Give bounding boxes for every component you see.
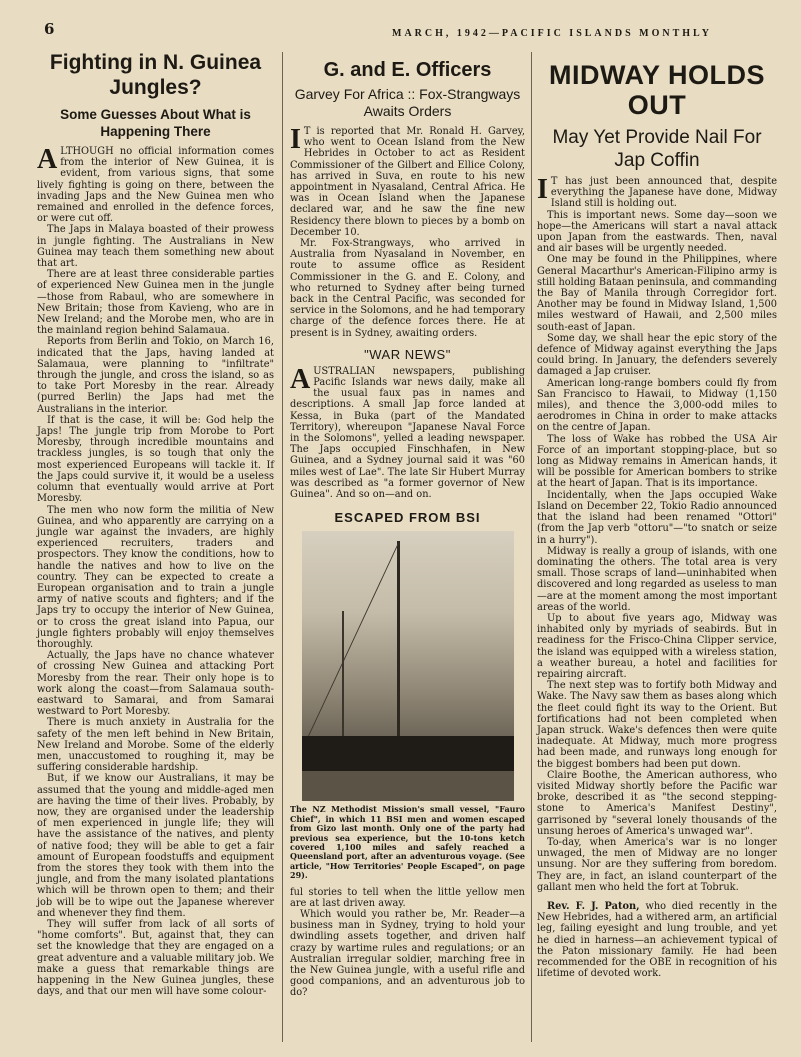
article-paragraph: Reports from Berlin and Tokio, on March 16, indicated that the Japs, having landed at Salamaua, were planning to "infiltrate" through the jungle, and cross the island, so as to take Port Moresby in the rear. Already (purred Berlin) the Japs had met the Australians in the interior. [37,336,274,415]
article-title: Fighting in N. Guinea Jungles? [49,51,262,99]
column-middle [290,50,525,999]
drop-cap: A [37,144,58,175]
article-paragraph: They will suffer from lack of all sorts of "home comforts". But, against that, they can set the knowledge that they are engaged on a great adventure and a valuable military job. We make a guess that remarkable things are happening in the New Guinea jungles, these days, and that our men will have some colour- [37,919,275,998]
column-rule [531,52,532,1042]
article-paragraph: The Japs in Malaya boasted of their prowess in jungle fighting. The Australians in New Guinea may teach them something new about that art. [37,224,274,270]
drop-cap: A [290,363,311,395]
article-paragraph: American long-range bombers could fly from San Francisco to Hawaii, to Midway (1,150 miles), and thence the 3,000-odd miles to aerodromes in China in order to make attacks on the centre of Japan. [537,377,777,434]
drop-cap: I [537,174,548,205]
article-paragraph: There are at least three considerable parties of experienced New Guinea men in the jungle—those from Rabaul, who are somewhere in New Britain; those from Kavieng, who are in New Ireland; and the Morobe men, who are in the mainland region behind Salamaua. [37,269,274,337]
article-paragraph: Incidentally, when the Japs occupied Wake Island on December 22, Tokio Radio announced that the island had been renamed "Ottori" (from the Jap verb "ottoru"—"to snatch or seize in a hurry"). [537,489,777,546]
paragraph-lead: Rev. F. J. Paton, [547,901,640,912]
running-head: MARCH, 1942—PACIFIC ISLANDS MONTHLY [392,28,713,39]
article-paragraph: AUSTRALIAN newspapers, publishing Pacific Islands war news daily, make all the usual faux pas in names and descriptions. A small Jap force landed at Kessa, in Buka (part of the Mandated Territory), whereupon "Japanese Naval Force in the Solomons", yelled a leading newspaper. The Japs occupied Finschhafen, in New Guinea, and a Sydney journal said it was "60 miles west of Lae". The late Sir Hubert Murray was described as "a former governor of New Guinea". And so on—and on. [290,363,525,501]
article-paragraph: Midway is really a group of islands, with one dominating the others. The total area is very small. Those scraps of land—uninhabited when discovered and long regarded as useless to man—are at the moment among the most important areas of the world. [537,545,777,613]
article-paragraph: Up to about five years ago, Midway was inhabited only by myriads of seabirds. But in readiness for the Frisco-China Clipper service, the island was equipped with a wireless station, a weather bureau, a hotel and facilities for repairing aircraft. [537,612,777,680]
article-paragraph: Mr. Fox-Strangways, who arrived in Australia from Nyasaland in November, en route to assume office as Resident Commissioner in the G. and E. Colony, and who returned to Sydney after being turned back in the Central Pacific, was seconded for service in the Solomons, and he had temporary charge of the defence forces there. He at present is in Sydney, awaiting orders. [290,238,525,339]
article-paragraph: The men who now form the militia of New Guinea, and who apparently are carrying on a jungle war against the invaders, are highly experienced recruiters, traders and prospectors. They know the conditions, how to handle the natives and how to live on the country. They can be expected to create a European organisation and to train a jungle army of native scouts and fighters; and if the Japs try to occupy the interior of New Guinea, or to cross the great island into Papua, our jungle fighters probably will enjoy themselves thoroughly. [37,504,274,650]
section-heading: "WAR NEWS" [364,346,451,362]
column-right [537,50,777,979]
column-rule [282,52,283,1042]
article-paragraph: One may be found in the Philippines, where General Macarthur's American-Filipino army is still holding Bataan peninsula, and commanding the Bay of Manila through Corregidor fort. Another may be found in Midway Island, 1,500 miles westward of Hawaii, and 2,500 miles south-east of Japan. [537,254,777,333]
article-paragraph: Rev. F. J. Paton, who died recently in the New Hebrides, had a withered arm, an artificial leg, failing eyesight and lung trouble, and yet he died in harness—an achievement typical of the Paton missionary family. He had been recommended for the OBE in recognition of his lifetime of devoted work. [537,901,777,980]
article-paragraph: ful stories to tell when the little yellow men are at last driven away. [290,886,525,909]
photo-caption: The NZ Methodist Mission's small vessel, "Fauro Chief", in which 11 BSI men and women escaped from Gizo last month. Only one of the party had previous sea experience, but the 10-tons ketch covered 1,100 miles and safely reached a Queensland port, after an adventurous voyage. (See article, "How Territories' People Escaped", on page 29). [290,804,525,881]
article-paragraph: I T has just been announced that, despite everything the Japanese have done, Midway Island still is holding out. [537,174,777,210]
article-paragraph: The next step was to fortify both Midway and Wake. The Navy saw them as bases along which the fleet could fight its way to the Orient. But fortifications had not been completed when Japan struck. Wake's defences then were quite inadequate. At Midway, much more progress had been made, and runways long enough for the biggest bombers had been put down. [537,680,777,770]
article-subtitle: Garvey For Africa :: Fox-Strangways Awaits Orders [294,86,521,119]
article-paragraph: This is important news. Some day—soon we hope—the Americans will start a naval attack upon Japan from the eastwards. Then, naval and air bases will be urgently needed. [537,209,777,255]
article-paragraph: But, if we know our Australians, it may be assumed that the young and middle-aged men are having the time of their lives. Probably, by now, they are organised under the leadership of men experienced in jungle life; they will have the assistance of the natives, and plenty of native food; they will be able to get a fair amount of European foodstuffs and equipment from the stores they took with them into the jungle, and from the many isolated plantations which will be thrown open to them; and their job will be to wipe out the Japanese wherever and whenever they find them. [37,773,274,919]
article-title: G. and E. Officers [323,59,492,81]
article-paragraph: To-day, when America's war is no longer unwaged, the men of Midway are no longer unsung. Nor are they suffering from boredom. They are, in fact, an island counterpart of the gallant men who held the fort at Tobruk. [537,836,777,893]
ship-photo [302,531,514,801]
article-subtitle: May Yet Provide Nail For Jap Coffin [552,127,762,171]
article-paragraph: The loss of Wake has robbed the USA Air Force of an important stopping-place, but so long as Midway remains in American hands, it will be possible for American bombers to strike at the heart of Japan. That is its importance. [537,433,777,490]
article-paragraph: I T is reported that Mr. Ronald H. Garvey, who went to Ocean Island from the New Hebrides in October to act as Resident Commissioner of the Gilbert and Ellice Colony, has arrived in Suva, en route to his new appointment in Nyasaland, Central Africa. He was in Ocean Island when the Japanese declared war, and he saw the fine new Residency there blown to pieces by a bomb on December 10. [290,124,525,238]
article-paragraph: Actually, the Japs have no chance whatever of crossing New Guinea and attacking Port Moresby from the rear. Their only hope is to work along the coast—from Salamaua south-eastward to Samarai, and from Samarai westward to Port Moresby. [37,650,274,718]
article-title: MIDWAY HOLDS OUT [548,60,766,120]
article-paragraph: Which would you rather be, Mr. Reader—a business man in Sydney, trying to hold your dwindling assets together, and driven half crazy by wartime rules and regulations; or an Australian irregular soldier, marching free in the New Guinea jungle, with a useful rifle and good companions, and an adventurous job to do? [290,908,525,999]
page-number: 6 [44,20,55,38]
article-paragraph: There is much anxiety in Australia for the safety of the men left behind in New Britain, New Ireland and Morobe. Some of the elderly men, unaccustomed to roughing it, may be suffering considerable hardship. [37,717,274,774]
article-paragraph: Some day, we shall hear the epic story of the defence of Midway against everything the Japs could bring. In January, the defenders severely damaged a Jap cruiser. [537,332,777,378]
article-subtitle: Some Guesses About What is Happening There [60,107,251,139]
article-paragraph: Claire Boothe, the American authoress, who visited Midway shortly before the Pacific war broke, described it as "the second stepping-stone to America's Manifest Destiny", garrisoned by "several lonely thousands of the unsung heroes of America's unwaged war". [537,769,777,837]
article-paragraph: ALTHOUGH no official information comes from the interior of New Guinea, it is evident, from various signs, that some lively fighting is going on there, between the invading Japs and the New Guinea men who remained and enrolled in the defence forces, or were cut off. [37,144,274,225]
drop-cap: I [290,124,301,155]
column-left [37,50,274,997]
article-paragraph: If that is the case, it will be: God help the Japs! The jungle trip from Morobe to Port Moresby, through incredible mountains and trackless jungles, is so tough that only the most experienced Europeans will tackle it. If the Japs could survive it, it would be a useless column that eventually would arrive at Port Moresby. [37,414,274,505]
section-heading: ESCAPED FROM BSI [334,510,481,526]
